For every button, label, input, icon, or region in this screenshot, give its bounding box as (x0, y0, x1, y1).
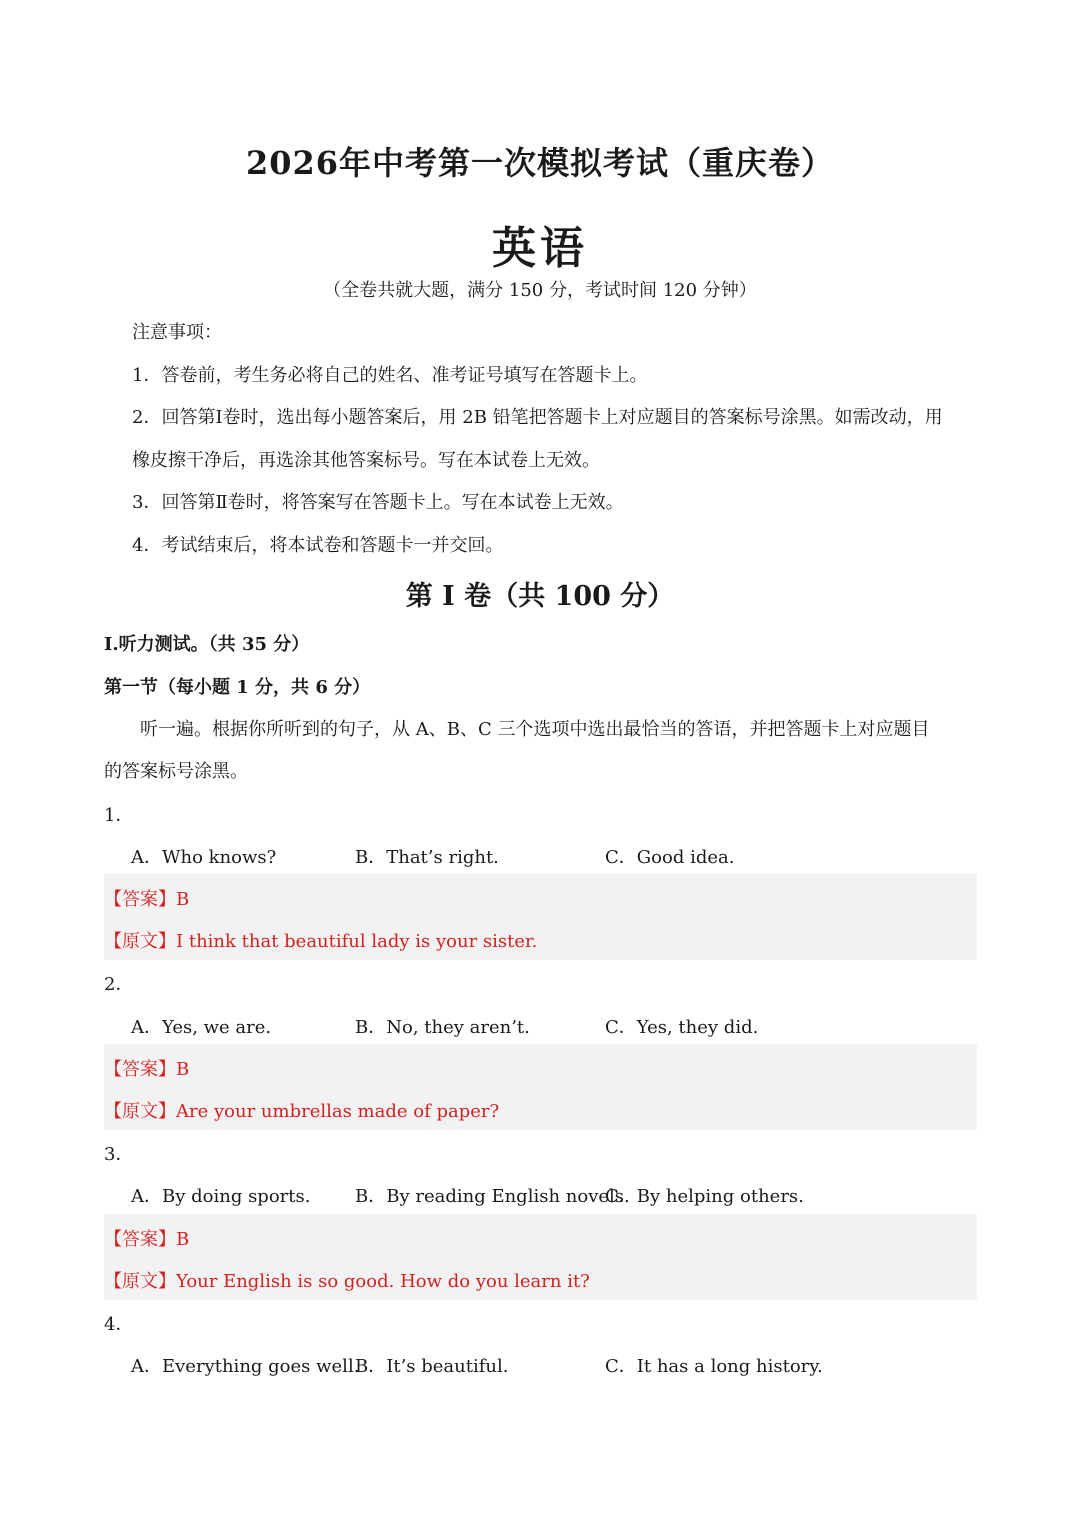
answer-label: 【答案】 (104, 1229, 176, 1250)
answer-label: 【答案】 (104, 1059, 176, 1080)
subject-title: 英语 (492, 223, 588, 274)
option-a: A．By doing sports. (131, 1186, 311, 1207)
option-c: C．By helping others. (605, 1186, 804, 1207)
question-number: 3． (104, 1144, 134, 1165)
note-item-2: 2．回答第Ⅰ卷时，选出每小题答案后，用 2B 铅笔把答题卡上对应题目的答案标号涂黑。如需改动，用 (132, 407, 943, 428)
answer-value: B (176, 1229, 190, 1250)
script-label: 【原文】 (104, 1101, 176, 1122)
option-b: B．That’s right. (355, 847, 499, 868)
option-b: B．By reading English novels. (355, 1186, 630, 1207)
script-line (104, 1097, 499, 1123)
answer-line (104, 885, 189, 911)
script-label: 【原文】 (104, 931, 176, 952)
volume-title: 第 I 卷（共 100 分） (405, 581, 675, 612)
notes-heading: 注意事项： (132, 322, 222, 343)
script-line (104, 927, 537, 953)
answer-line (104, 1055, 189, 1081)
note-item-4: 4．考试结束后，将本试卷和答题卡一并交回。 (132, 535, 504, 556)
answer-value: B (176, 889, 190, 910)
answer-box (104, 1214, 977, 1300)
option-b: B．No, they aren’t. (355, 1017, 530, 1038)
exam-title: 2026年中考第一次模拟考试（重庆卷） (245, 144, 835, 182)
script-text: Your English is so good. How do you learn it? (176, 1271, 590, 1292)
exam-info: （全卷共就大题，满分 150 分，考试时间 120 分钟） (323, 280, 757, 301)
option-c: C．Good idea. (605, 847, 735, 868)
option-b: B．It’s beautiful. (355, 1356, 509, 1377)
question-number: 2． (104, 974, 134, 995)
instructions-line-2: 的答案标号涂黑。 (104, 761, 248, 782)
answer-box (104, 1044, 977, 1130)
question-number: 4． (104, 1314, 134, 1335)
option-a: A．Yes, we are. (131, 1017, 272, 1038)
script-line (104, 1267, 590, 1293)
script-label: 【原文】 (104, 1271, 176, 1292)
option-a: A．Who knows? (131, 847, 277, 868)
script-text: Are your umbrellas made of paper? (176, 1101, 500, 1122)
option-c: C．Yes, they did. (605, 1017, 759, 1038)
answer-line (104, 1225, 189, 1251)
option-c: C．It has a long history. (605, 1356, 823, 1377)
answer-label: 【答案】 (104, 889, 176, 910)
note-item-2-cont: 橡皮擦干净后，再选涂其他答案标号。写在本试卷上无效。 (132, 450, 600, 471)
part-title: Ⅰ.听力测试。（共 35 分） (104, 634, 310, 655)
answer-value: B (176, 1059, 190, 1080)
note-item-1: 1．答卷前，考生务必将自己的姓名、准考证号填写在答题卡上。 (132, 365, 648, 386)
script-text: I think that beautiful lady is your sister. (176, 931, 538, 952)
question-number: 1． (104, 805, 134, 826)
note-item-3: 3．回答第Ⅱ卷时，将答案写在答题卡上。写在本试卷上无效。 (132, 492, 624, 513)
instructions-line-1: 听一遍。根据你所听到的句子，从 A、B、C 三个选项中选出最恰当的答语，并把答题卡上对应题目 (140, 719, 930, 740)
option-a: A．Everything goes well. (131, 1356, 360, 1377)
answer-box (104, 874, 977, 960)
section-title: 第一节（每小题 1 分，共 6 分） (104, 677, 371, 698)
